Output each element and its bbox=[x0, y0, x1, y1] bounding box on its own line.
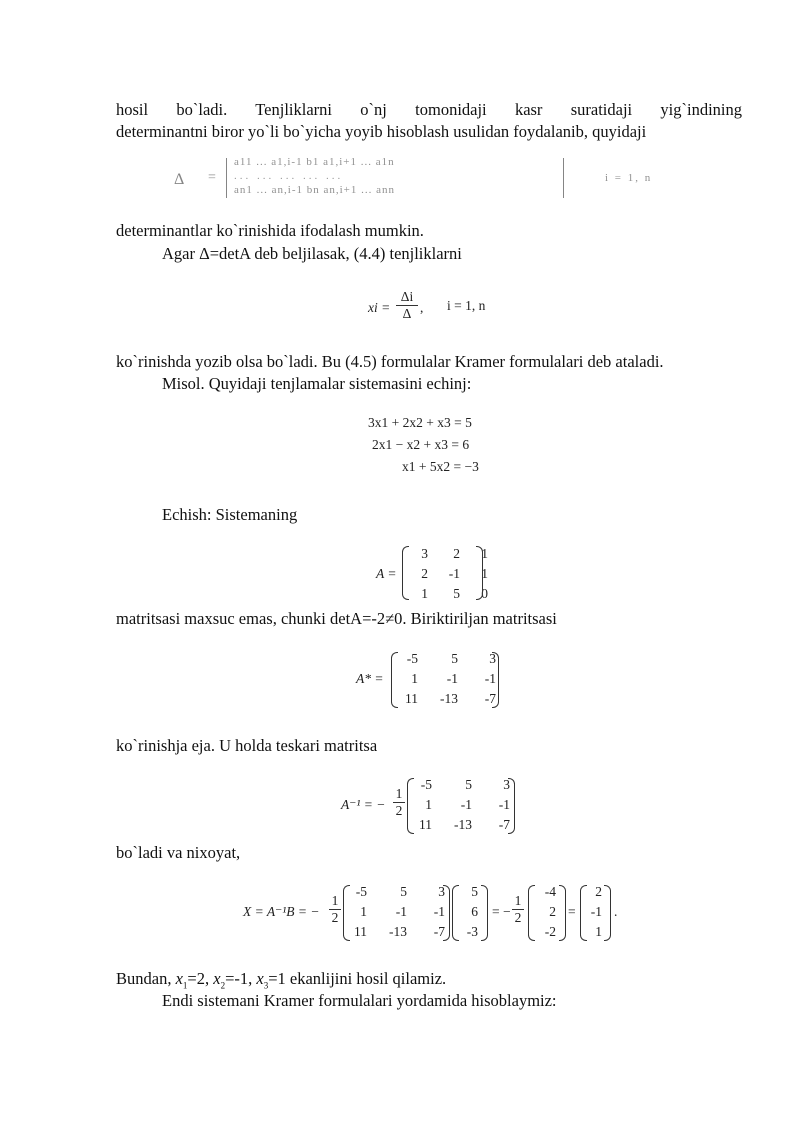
index-range: i = 1, n bbox=[447, 298, 486, 313]
matrix-cell: 1 bbox=[595, 924, 602, 939]
matrix-cell: -13 bbox=[454, 817, 472, 832]
fraction-numerator: 1 bbox=[331, 893, 339, 908]
matrix-cell: -2 bbox=[544, 924, 556, 939]
matrix-cell: -1 bbox=[484, 671, 496, 686]
matrix-cell: 1 bbox=[411, 671, 418, 686]
matrix-cell: 2 bbox=[453, 546, 460, 561]
equals-sign: = − bbox=[492, 904, 511, 919]
text-line: bo`ladi va nixoyat, bbox=[116, 843, 241, 862]
matrix-cell: -13 bbox=[389, 924, 407, 939]
matrix-cell: 1 bbox=[481, 546, 488, 561]
equation-row: 3x1 + 2x2 + x3 = 5 bbox=[368, 415, 472, 430]
matrix-cell: -7 bbox=[433, 924, 445, 939]
text-line: determinantlar ko`rinishida ifodalash mumkin. bbox=[116, 221, 424, 240]
det-row: ... ... ... ... ... bbox=[234, 170, 344, 182]
text-line: Endi sistemani Kramer formulalari yordamida hisoblaymiz: bbox=[162, 991, 557, 1010]
matrix-cell: -5 bbox=[406, 651, 418, 666]
text-line: matritsasi maxsuc emas, chunki detA=-2≠0. Biriktiriljan matritsasi bbox=[116, 609, 557, 628]
matrix-cell: -5 bbox=[355, 884, 367, 899]
text-line: Echish: Sistemaning bbox=[162, 505, 298, 524]
formula-lhs: A⁻¹ = − bbox=[341, 797, 386, 812]
fraction-denominator: 2 bbox=[512, 909, 524, 926]
fraction-denominator: 2 bbox=[329, 909, 341, 926]
equation-row: 2x1 − x2 + x3 = 6 bbox=[372, 437, 470, 452]
matrix-cell: 6 bbox=[471, 904, 478, 919]
det-row: a11 ... a1,i-1 b1 a1,i+1 ... a1n bbox=[234, 156, 395, 168]
text-line: hosil bo`ladi. Tenjliklarni o`nj tomonidaji kasr suratidaji yig`indining bbox=[116, 100, 742, 119]
matrix-cell: 5 bbox=[453, 586, 460, 601]
matrix-cell: 3 bbox=[489, 651, 496, 666]
result-line: Bundan, $x_1=2$, $x_2=-1$, $x_3=1$ ekanlijini hosil qilamiz. bbox=[116, 969, 447, 991]
matrix-cell: -1 bbox=[448, 566, 460, 581]
fraction-denominator: Δ bbox=[396, 305, 418, 322]
matrix-cell: 2 bbox=[421, 566, 428, 581]
text-line: Misol. Quyidaji tenjlamalar sistemasini echinj: bbox=[162, 374, 472, 393]
equation-row: x1 + 5x2 = −3 bbox=[402, 459, 479, 474]
det-row: an1 ... an,i-1 bn an,i+1 ... ann bbox=[234, 184, 396, 196]
text-line: determinantni biror yo`li bo`yicha yoyib hisoblash usulidan foydalanib, quyidaji bbox=[116, 122, 647, 141]
fraction-numerator: Δi bbox=[400, 289, 414, 304]
matrix-cell: 1 bbox=[421, 586, 428, 601]
matrix-cell: -1 bbox=[498, 797, 510, 812]
matrix-cell: 5 bbox=[465, 777, 472, 792]
det-index-range: i = 1, n bbox=[605, 172, 653, 184]
matrix-cell: 5 bbox=[451, 651, 458, 666]
matrix-cell: 2 bbox=[549, 904, 556, 919]
delta-symbol: Δ bbox=[174, 171, 185, 188]
matrix-cell: 2 bbox=[595, 884, 602, 899]
matrix-cell: 3 bbox=[421, 546, 428, 561]
formula-lhs: X = A⁻¹B = − bbox=[243, 904, 320, 919]
matrix-cell: 11 bbox=[354, 924, 367, 939]
matrix-cell: -1 bbox=[590, 904, 602, 919]
matrix-cell: -7 bbox=[484, 691, 496, 706]
matrix-cell: 1 bbox=[481, 566, 488, 581]
fraction-numerator: 1 bbox=[395, 786, 403, 801]
text-line: ko`rinishja eja. U holda teskari matritsa bbox=[116, 736, 378, 755]
formula-lhs: A = bbox=[376, 566, 397, 581]
matrix-cell: 11 bbox=[405, 691, 418, 706]
matrix-cell: -3 bbox=[466, 924, 478, 939]
matrix-cell: 3 bbox=[438, 884, 445, 899]
matrix-cell: 11 bbox=[419, 817, 432, 832]
matrix-cell: 0 bbox=[481, 586, 488, 601]
text-line: Agar Δ=detA deb beljilasak, (4.4) tenjliklarni bbox=[162, 244, 462, 263]
matrix-cell: 3 bbox=[503, 777, 510, 792]
matrix-cell: 5 bbox=[400, 884, 407, 899]
formula-lhs: xi = bbox=[368, 300, 391, 315]
period: . bbox=[614, 904, 618, 919]
matrix-cell: -1 bbox=[395, 904, 407, 919]
matrix-cell: -7 bbox=[498, 817, 510, 832]
fraction-denominator: 2 bbox=[393, 802, 405, 819]
fraction-numerator: 1 bbox=[514, 893, 522, 908]
matrix-cell: -13 bbox=[440, 691, 458, 706]
matrix-cell: 1 bbox=[360, 904, 367, 919]
matrix-cell: -1 bbox=[446, 671, 458, 686]
matrix-cell: -4 bbox=[544, 884, 556, 899]
matrix-cell: -5 bbox=[420, 777, 432, 792]
matrix-cell: -1 bbox=[433, 904, 445, 919]
text-line: ko`rinishda yozib olsa bo`ladi. Bu (4.5) formulalar Kramer formulalari deb ataladi. bbox=[116, 352, 664, 371]
formula-lhs: A* = bbox=[356, 671, 384, 686]
matrix-cell: 5 bbox=[471, 884, 478, 899]
matrix-cell: 1 bbox=[425, 797, 432, 812]
matrix-cell: -1 bbox=[460, 797, 472, 812]
